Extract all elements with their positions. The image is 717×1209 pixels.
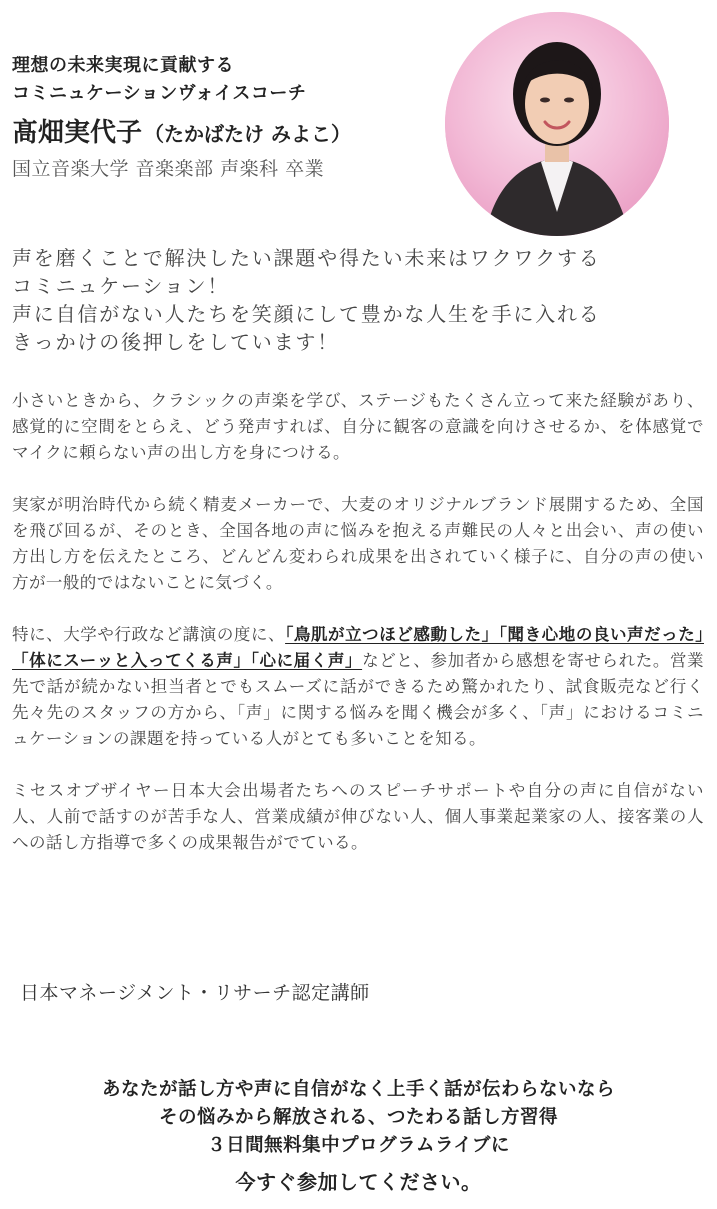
- profile-header: [12, 52, 452, 183]
- bio-paragraph-3-intro: 特に、大学や行政など講演の度に、: [12, 625, 286, 644]
- education: 国立音楽大学 音楽楽部 声楽科 卒業: [12, 158, 325, 180]
- bio-paragraph-4: ミセスオブザイヤー日本大会出場者たちへのスピーチサポートや自分の声に自信がない人、人前で話すのが苦手な人、営業成績が伸びない人、個人事業起業家の人、接客業の人への話し方指導で多くの成果報告がでている。: [12, 781, 704, 852]
- call-to-action: [0, 1076, 717, 1196]
- lead-line-4: きっかけの後押しをしています！: [12, 330, 339, 354]
- bio-paragraph-1: 小さいときから、クラシックの声楽を学び、ステージもたくさん立って来た経験があり、感覚的に空間をとらえ、どう発声すれば、自分に観客の意識を向けさせるか、を体感覚でマイクに頼らない声の出し方を身につける。: [12, 391, 704, 462]
- lead-line-3: 声に自信がない人たちを笑顔にして豊かな人生を手に入れる: [12, 302, 601, 326]
- lead-line-2: コミニュケーション！: [12, 274, 230, 298]
- cta-line-1: あなたが話し方や声に自信がなく上手く話が伝わらないなら: [101, 1079, 615, 1100]
- lead-message: [12, 244, 702, 356]
- tagline: [12, 52, 452, 108]
- bio-paragraph-3-rest: などと、参加者から感想を寄せられた。営業先で話が続かない担当者とでもスムーズに話ができるため驚かれたり、試食販売など行く先々先のスタッフの方から、「声」に関する悩みを聞く機会が多く、「声」におけるコミニュケーションの課題を持っている人がとても多いことを知る。: [12, 651, 705, 748]
- testimonial-quotes: 「鳥肌が立つほど感動した」「聞き心地の良い声だった」「体にスーッと入ってくる声」「心に届く声」: [12, 625, 704, 670]
- name-kana: （たかばたけ みよこ）: [144, 122, 351, 146]
- portrait-photo-icon: [445, 12, 669, 236]
- portrait-photo: [445, 12, 669, 236]
- name-kanji: 髙畑実代子: [12, 118, 143, 148]
- tagline-line-1: 理想の未来実現に貢献する: [12, 55, 234, 76]
- biography: [12, 388, 704, 882]
- lead-line-1: 声を磨くことで解決したい課題や得たい未来はワクワクする: [12, 246, 601, 270]
- profile-name: [12, 116, 452, 153]
- bio-paragraph-2: 実家が明治時代から続く精麦メーカーで、大麦のオリジナルブランド展開するため、全国を飛び回るが、そのとき、全国各地の声に悩みを抱える声難民の人々と出会い、声の使い方出し方を伝えたところ、どんどん変わられ成果を出されていく様子に、自分の声の使い方が一般的ではないことに気づく。: [12, 495, 704, 592]
- bio-paragraph-3: [12, 622, 704, 752]
- certification: 日本マネージメント・リサーチ認定講師: [20, 982, 370, 1004]
- cta-line-3: ３日間無料集中プログラムライブに: [207, 1135, 510, 1156]
- cta-line-4: 今すぐ参加してください。: [235, 1170, 482, 1194]
- cta-line-2: その悩みから解放される、つたわる話し方習得: [158, 1107, 558, 1128]
- tagline-line-2: コミニュケーションヴォイスコーチ: [12, 83, 307, 104]
